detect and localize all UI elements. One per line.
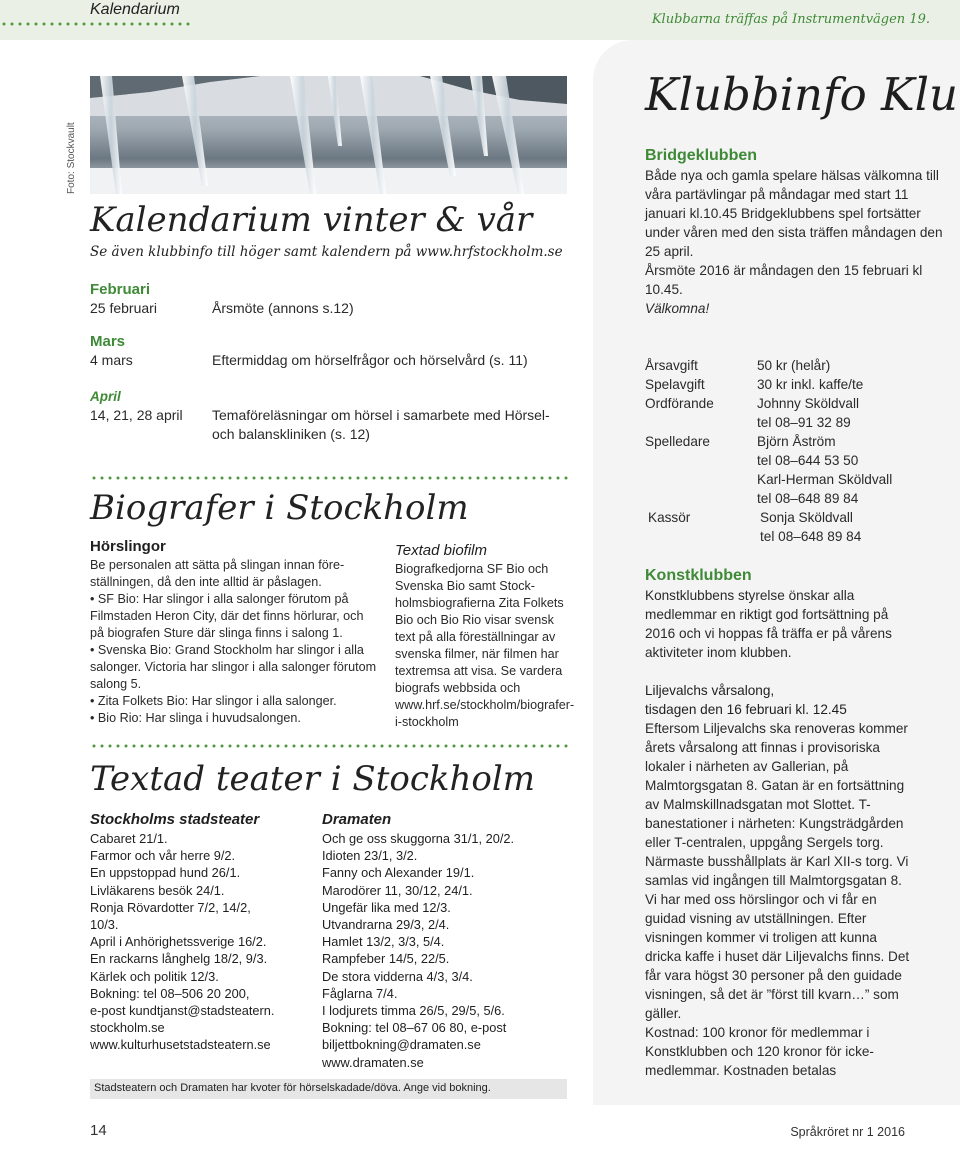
list-item: e-post kundtjanst@stadsteatern. bbox=[90, 1003, 275, 1019]
info-key: Kassör bbox=[648, 510, 691, 525]
list-item: www.kulturhusetstadsteatern.se bbox=[90, 1037, 271, 1053]
art-event-paragraph: Vi har med oss hörslingor och vi får en guidad visning av utställningen. Efter visningen kommer vi troligen att kunna dricka kaffe i huset där Liljevalchs finns. Det får vara högst 30 personer på den guidade visningen, så det är ”först till kvarn…” som gäller. bbox=[645, 892, 910, 1021]
stadsteater-heading: Stockholms stadsteater bbox=[90, 811, 260, 828]
art-event-paragraph: Kostnad: 100 kronor för medlemmar i Konstklubben och 120 kronor för icke-medlemmar. Kostnaden betalas bbox=[645, 1025, 874, 1078]
calendar-title: Kalendarium vinter & vår bbox=[90, 200, 533, 240]
cinemas-title: Biografer i Stockholm bbox=[90, 488, 469, 528]
event-text: Årsmöte (annons s.12) bbox=[212, 300, 354, 316]
icicles-illustration bbox=[90, 76, 567, 194]
list-item: En rackarns långhelg 18/2, 9/3. bbox=[90, 951, 268, 967]
month-heading: Februari bbox=[90, 281, 151, 298]
bridge-heading: Bridgeklubben bbox=[645, 147, 758, 164]
page-number: 14 bbox=[90, 1122, 107, 1139]
event-text: Eftermiddag om hörselfrågor och hörselvård (s. 11) bbox=[212, 352, 528, 368]
art-club-heading: Konstklubben bbox=[645, 567, 752, 584]
list-item: De stora vidderna 4/3, 3/4. bbox=[322, 968, 473, 984]
info-key: Ordförande bbox=[645, 396, 714, 411]
list-item: Cabaret 21/1. bbox=[90, 831, 168, 846]
info-value: 30 kr inkl. kaffe/te bbox=[757, 377, 864, 392]
info-key: Spelavgift bbox=[645, 377, 705, 392]
list-item: I lodjurets timma 26/5, 29/5, 5/6. bbox=[322, 1003, 505, 1019]
list-item: Farmor och vår herre 9/2. bbox=[90, 848, 236, 864]
theatre-title: Textad teater i Stockholm bbox=[90, 759, 535, 799]
list-item: Bokning: tel 08–67 06 80, e-post bbox=[322, 1020, 507, 1036]
list-item: www.dramaten.se bbox=[322, 1054, 424, 1070]
list-item: Marodörer 11, 30/12, 24/1. bbox=[322, 882, 473, 898]
calendar-intro: Se även klubbinfo till höger samt kalendern på www.hrfstockholm.se bbox=[90, 244, 563, 260]
info-key: Spelledare bbox=[645, 434, 710, 449]
loops-item-zita: • Zita Folkets Bio: Har slingor i alla salonger. bbox=[90, 694, 337, 708]
event-date: 25 februari bbox=[90, 300, 157, 316]
loops-intro: Be personalen att sätta på slingan innan föreställningen, då den inte alltid är påslagen. bbox=[90, 558, 345, 589]
list-item: Hamlet 13/2, 3/3, 5/4. bbox=[322, 934, 445, 950]
info-value: 50 kr (helår) bbox=[757, 358, 831, 373]
info-value: Johnny Sköldvall bbox=[757, 396, 860, 411]
list-item: biljettbokning@dramaten.se bbox=[322, 1037, 481, 1053]
section-divider bbox=[90, 476, 570, 480]
bridge-text bbox=[645, 166, 945, 318]
list-item: Livläkarens besök 24/1. bbox=[90, 882, 225, 898]
art-event-paragraph: Eftersom Liljevalchs ska renoveras kommer årets vårsalong att finnas i provisoriska lokaler i närheten av Gallerian, på Malmtorgsgatan 8. Gatan är en fortsättning av Malmskillnadsgatan mot Slottet. T-banestationer i närheten: Kungsträdgården eller T-centralen, uppgång Sergels torg. Närmaste busshållplats är Karl XII-s torg. Vi samlas vid ingången till Malmtorgsgatan 8. bbox=[645, 721, 909, 888]
icicles-photo bbox=[90, 76, 567, 194]
info-value: tel 08–644 53 50 bbox=[757, 453, 859, 468]
info-value: Sonja Sköldvall bbox=[760, 510, 853, 525]
list-item: April i Anhörighetssverige 16/2. bbox=[90, 934, 267, 950]
list-item: Bokning: tel 08–506 20 200, bbox=[90, 985, 250, 1001]
list-item: En uppstoppad hund 26/1. bbox=[90, 865, 241, 881]
art-event-date: tisdagen den 16 februari kl. 12.45 bbox=[645, 702, 847, 717]
magazine-name: Språkröret nr 1 2016 bbox=[790, 1125, 905, 1139]
list-item: 10/3. bbox=[90, 917, 119, 933]
info-value: Karl-Herman Sköldvall bbox=[757, 472, 893, 487]
dramaten-heading: Dramaten bbox=[322, 811, 392, 828]
loops-heading: Hörslingor bbox=[90, 538, 166, 555]
loops-text bbox=[90, 557, 380, 727]
bridge-welcome: Välkomna! bbox=[645, 301, 710, 316]
section-divider bbox=[90, 744, 570, 748]
list-item: Fåglarna 7/4. bbox=[322, 985, 398, 1001]
list-item: Och ge oss skuggorna 31/1, 20/2. bbox=[322, 831, 515, 846]
info-value: Björn Åström bbox=[757, 434, 836, 449]
club-info-title: Klubbinfo Klu bbox=[645, 68, 959, 121]
art-club-text: Konstklubbens styrelse önskar alla medlemmar en riktigt god fortsättning på 2016 och vi hoppas få träffa er på vårens aktiviteter inom klubben. bbox=[645, 588, 892, 660]
section-label: Kalendarium bbox=[90, 1, 180, 18]
dramaten-list bbox=[322, 830, 567, 1071]
bridge-annual-meeting: Årsmöte 2016 är måndagen den 15 februari kl 10.45. bbox=[645, 263, 923, 297]
info-value: tel 08–648 89 84 bbox=[760, 529, 862, 544]
list-item: Kärlek och politik 12/3. bbox=[90, 968, 219, 984]
event-date: 14, 21, 28 april bbox=[90, 407, 183, 423]
event-text: Temaföreläsningar om hörsel i samarbete med Hörsel- och balanskliniken (s. 12) bbox=[212, 407, 550, 442]
list-item: Rampfeber 14/5, 22/5. bbox=[322, 951, 450, 967]
list-item: Fanny och Alexander 19/1. bbox=[322, 865, 475, 881]
list-item: Ungefär lika med 12/3. bbox=[322, 899, 451, 915]
photo-credit: Foto: Stockvault bbox=[66, 122, 77, 194]
subtitle-heading: Textad biofilm bbox=[395, 542, 487, 559]
theatre-footnote: Stadsteatern och Dramaten har kvoter för hörselskadade/döva. Ange vid bokning. bbox=[90, 1079, 567, 1099]
list-item: stockholm.se bbox=[90, 1020, 165, 1036]
month-heading: Mars bbox=[90, 333, 126, 350]
list-item: Ronja Rövardotter 7/2, 14/2, bbox=[90, 899, 251, 915]
meeting-note: Klubbarna träffas på Instrumentvägen 19. bbox=[651, 12, 930, 27]
bridge-paragraph: Både nya och gamla spelare hälsas välkomna till våra partävlingar på måndagar med start 11 januari kl.10.45 Bridgeklubbens spel fortsätter under våren med den sista träffen måndagen den 25 april. bbox=[645, 168, 943, 259]
loops-item-rio: • Bio Rio: Har slinga i huvudsalongen. bbox=[90, 711, 301, 725]
subtitle-text: Biografkedjorna SF Bio och Svenska Bio samt Stockholmsbiografierna Zita Folkets Bio och Bio Rio visar svensk text på alla föreställningar av svenska filmer, när filmen har textremsa att visa. Se vardera biografs webbsida och www.hrf.se/stockholm/biografer-i-stockholm bbox=[395, 562, 575, 729]
info-value: tel 08–91 32 89 bbox=[757, 415, 851, 430]
info-value: tel 08–648 89 84 bbox=[757, 491, 859, 506]
loops-item-sf: • SF Bio: Har slingor i alla salonger förutom på Filmstaden Heron City, där det finns hörlurar, och på biografen Sture där slinga finns i salong 1. bbox=[90, 592, 364, 640]
art-event-text bbox=[645, 719, 910, 1080]
header-dotted-line bbox=[0, 22, 190, 26]
list-item: Idioten 23/1, 3/2. bbox=[322, 848, 418, 864]
event-date: 4 mars bbox=[90, 352, 133, 368]
art-event-title: Liljevalchs vårsalong, bbox=[645, 683, 775, 698]
info-key: Årsavgift bbox=[645, 358, 698, 373]
stadsteater-list bbox=[90, 830, 310, 1054]
loops-item-svenska: • Svenska Bio: Grand Stockholm har slingor i alla salonger. Victoria har slingor i alla salonger förutom salong 5. bbox=[90, 643, 377, 691]
list-item: Utvandrarna 29/3, 2/4. bbox=[322, 917, 450, 933]
month-heading: April bbox=[90, 389, 121, 404]
